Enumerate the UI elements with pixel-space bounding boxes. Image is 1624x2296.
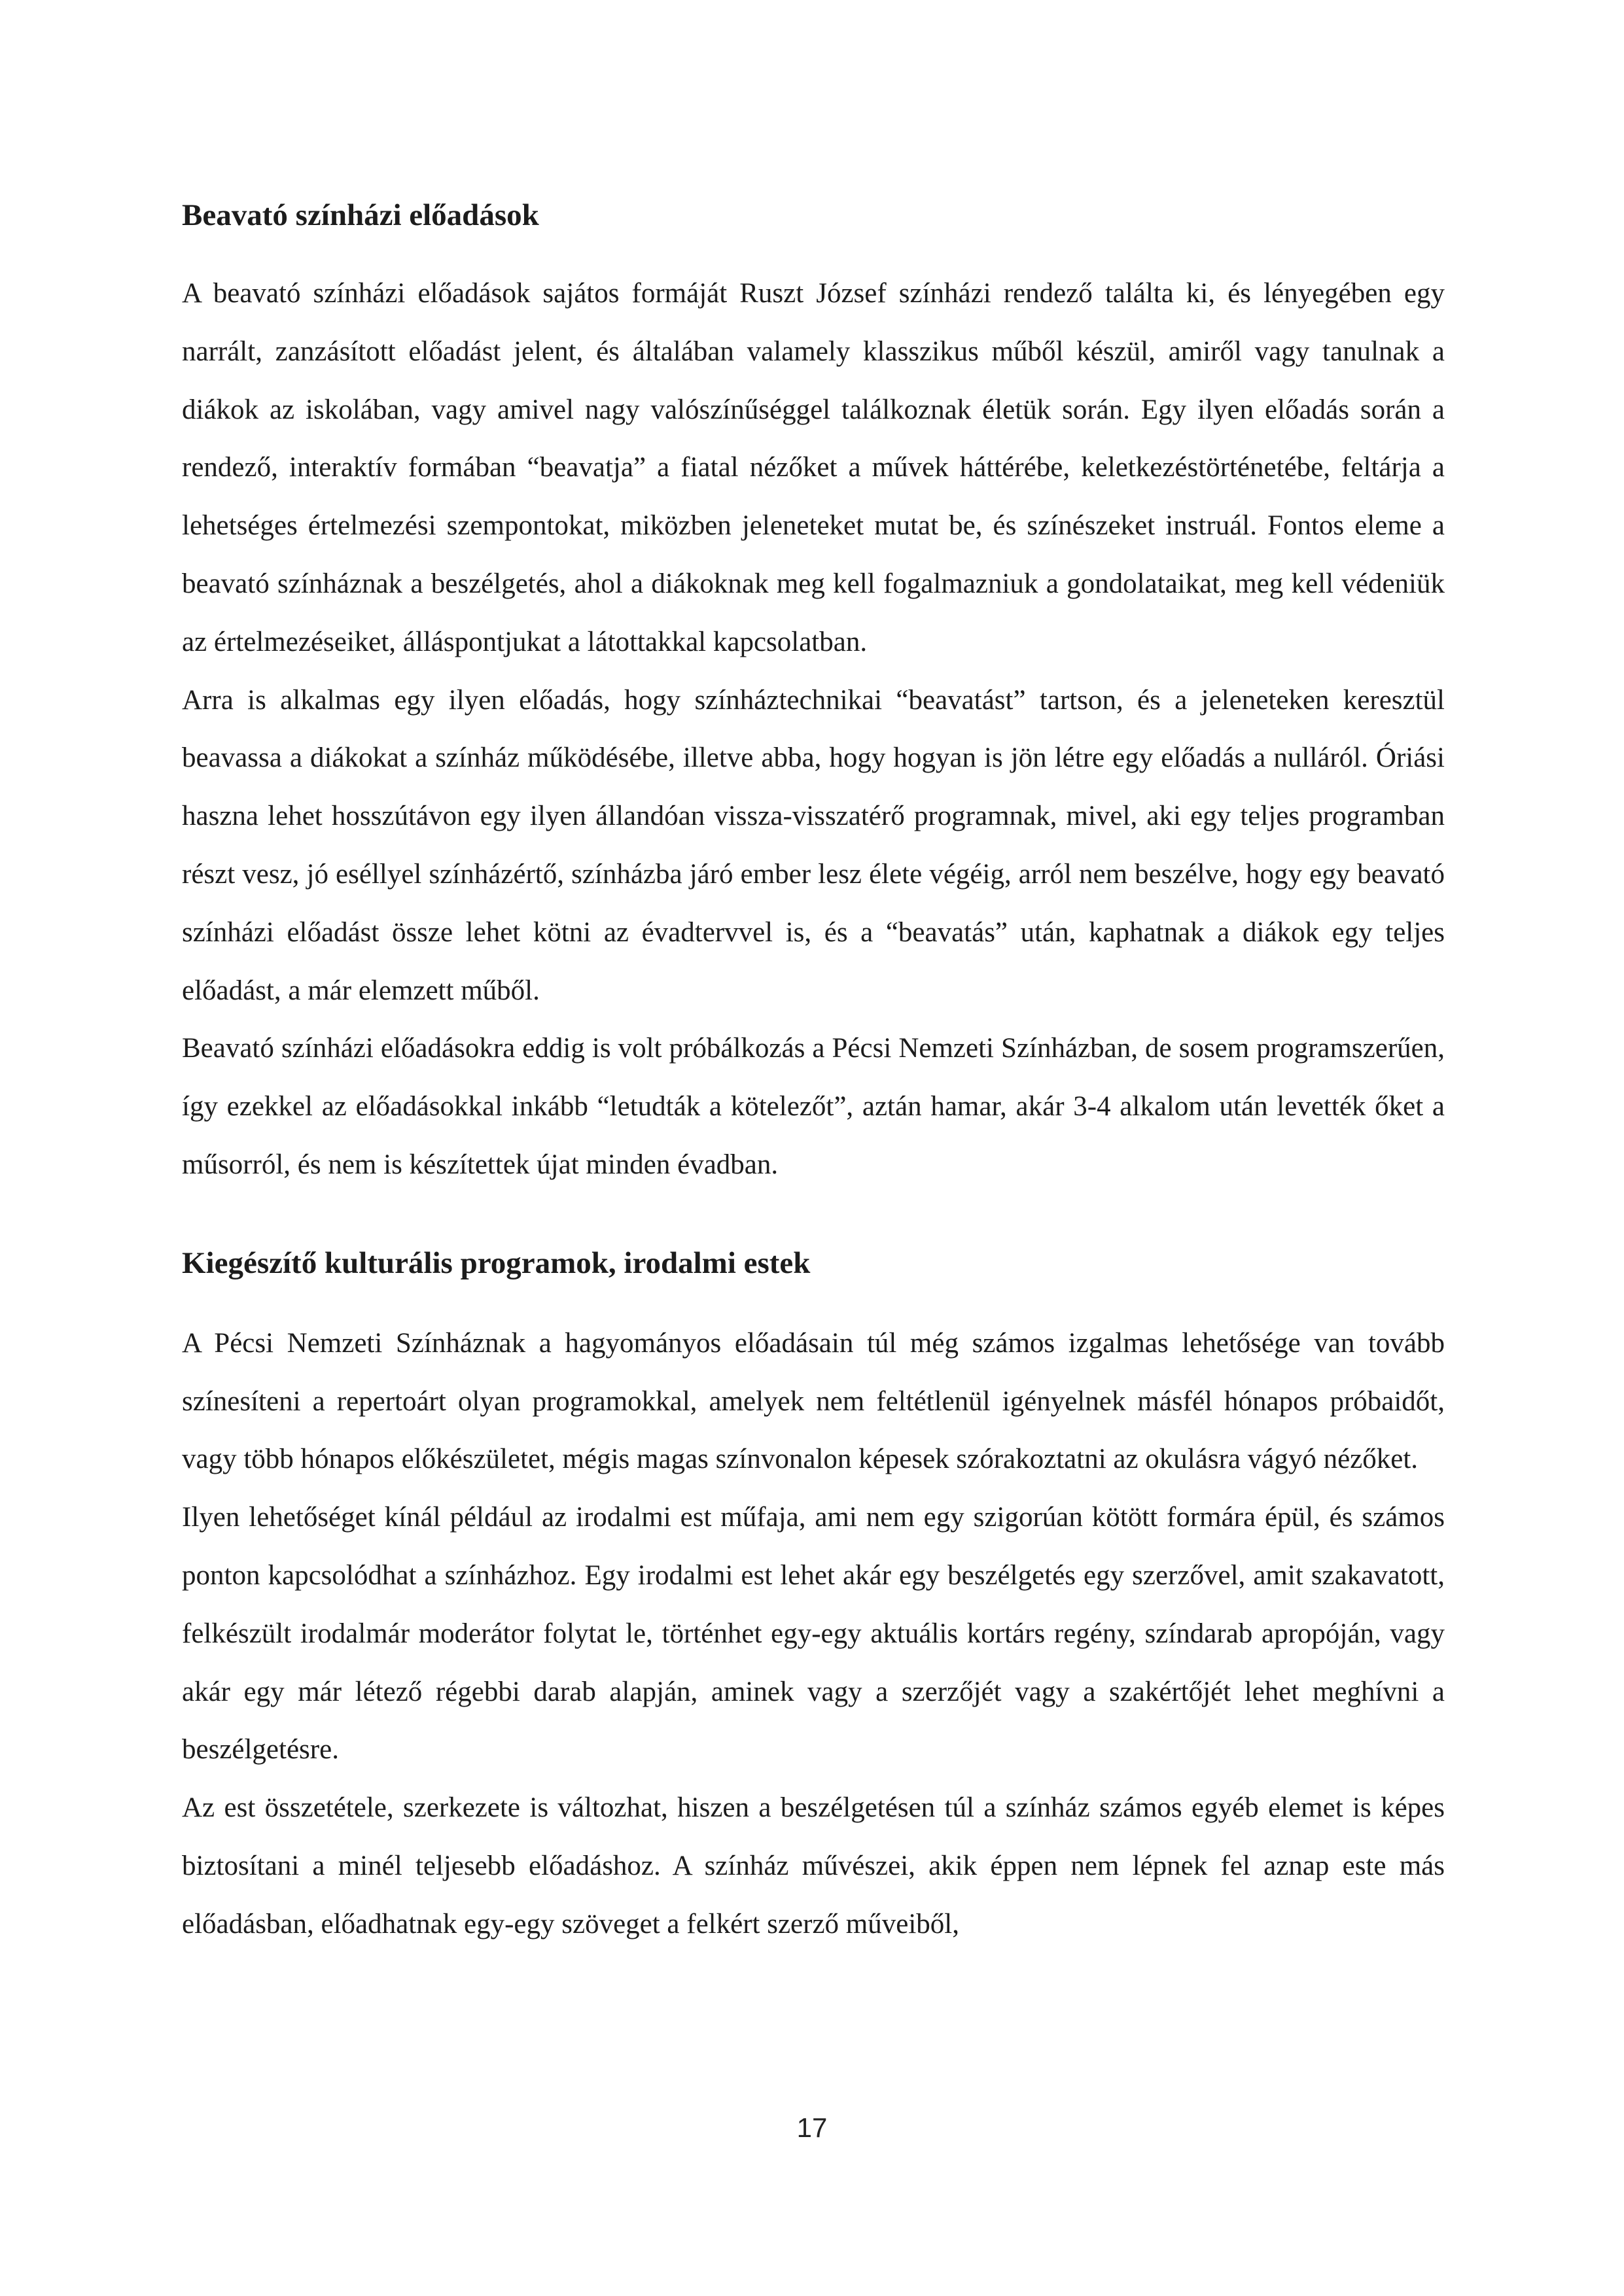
section-heading-kiegeszito: Kiegészítő kulturális programok, irodalmi estek	[182, 1245, 811, 1280]
paragraph-kiegeszito-intro: A Pécsi Nemzeti Színháznak a hagyományos előadásain túl még számos izgalmas lehetősége van tovább színesíteni a repertoárt olyan programokkal, amelyek nem feltétlenül igényelnek másfél hónapos próbaidőt, vagy több hónapos előkészületet, mégis magas színvonalon képesek szórakoztatni az okulásra vágyó nézőket.	[182, 1327, 1445, 1475]
paragraph-beavato-pecs: Beavató színházi előadásokra eddig is volt próbálkozás a Pécsi Nemzeti Színházban, de sosem programszerűen, így ezekkel az előadásokkal inkább “letudták a kötelezőt”, aztán hamar, akár 3-4 alkalom után levették őket a műsorról, és nem is készítettek újat minden évadban.	[182, 1033, 1445, 1180]
paragraph-beavato-technika: Arra is alkalmas egy ilyen előadás, hogy színháztechnikai “beavatást” tartson, és a jeleneteken keresztül beavassa a diákokat a színház működésébe, illetve abba, hogy hogyan is jön létre egy előadás a nulláról. Óriási haszna lehet hosszútávon egy ilyen állandóan vissza-visszatérő programnak, mivel, aki egy teljes programban részt vesz, jó eséllyel színházértő, színházba járó ember lesz élete végéig, arról nem beszélve, hogy egy beavató színházi előadást össze lehet kötni az évadtervvel is, és a “beavatás” után, kaphatnak a diákok egy teljes előadást, a már elemzett műből.	[182, 684, 1445, 1006]
paragraph-est-osszetetele: Az est összetétele, szerkezete is változhat, hiszen a beszélgetésen túl a színház számos egyéb elemet is képes biztosítani a minél teljesebb előadáshoz. A színház művészei, akik éppen nem lépnek fel aznap este más előadásban, előadhatnak egy-egy szöveget a felkért szerző műveiből,	[182, 1792, 1445, 1939]
page-number: 17	[796, 2112, 828, 2143]
paragraph-beavato-intro: A beavató színházi előadások sajátos formáját Ruszt József színházi rendező találta ki, és lényegében egy narrált, zanzásított előadást jelent, és általában valamely klasszikus műből készül, amiről vagy tanulnak a diákok az iskolában, vagy amivel nagy valószínűséggel találkoznak életük során. Egy ilyen előadás során a rendező, interaktív formában “beavatja” a fiatal nézőket a művek háttérébe, keletkezéstörténetébe, feltárja a lehetséges értelmezési szempontokat, miközben jeleneteket mutat be, és színészeket instruál. Fontos eleme a beavató színháznak a beszélgetés, ahol a diákoknak meg kell fogalmazniuk a gondolataikat, meg kell védeniük az értelmezéseiket, álláspontjukat a látottakkal kapcsolatban.	[182, 278, 1445, 657]
section-heading-beavato: Beavató színházi előadások	[182, 198, 539, 232]
paragraph-irodalmi-est: Ilyen lehetőséget kínál például az irodalmi est műfaja, ami nem egy szigorúan kötött formára épül, és számos ponton kapcsolódhat a színházhoz. Egy irodalmi est lehet akár egy beszélgetés egy szerzővel, amit szakavatott, felkészült irodalmár moderátor folytat le, történhet egy-egy aktuális kortárs regény, színdarab apropóján, vagy akár egy már létező régebbi darab alapján, aminek vagy a szerzőjét vagy a szakértőjét lehet meghívni a beszélgetésre.	[182, 1502, 1445, 1765]
text-column	[182, 196, 1445, 1954]
